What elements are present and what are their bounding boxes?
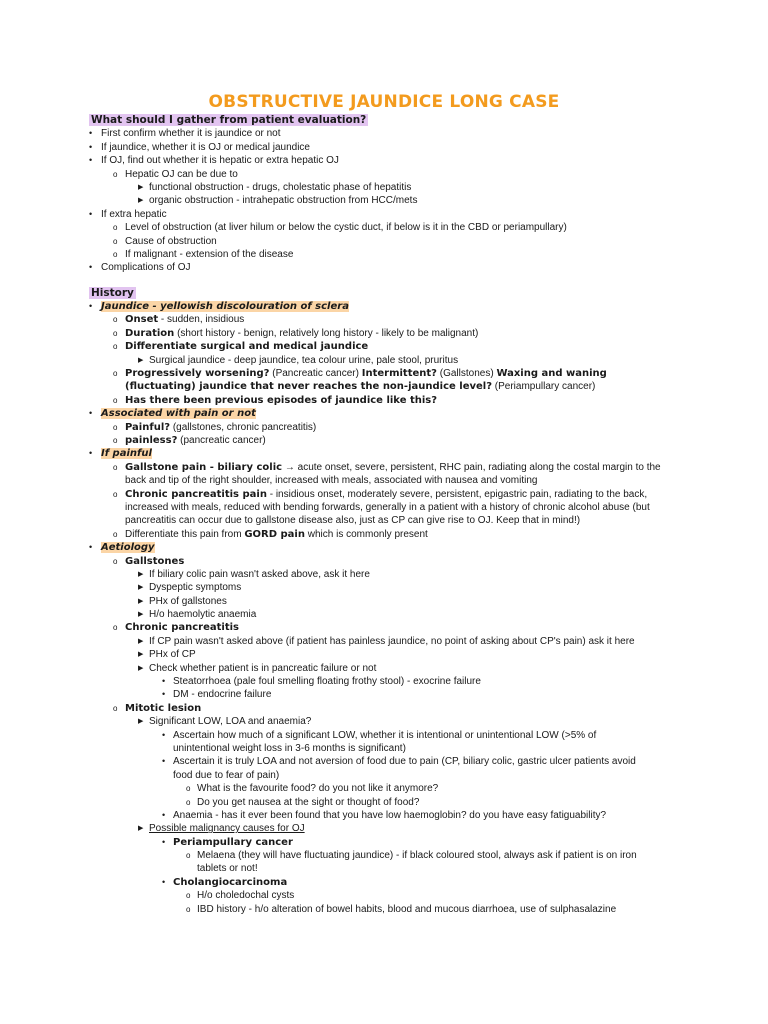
bullet-circle-icon: o: [113, 489, 118, 499]
list-item: ▶ organic obstruction - intrahepatic obstruction from HCC/mets: [138, 195, 418, 207]
bullet-circle-icon: o: [113, 369, 118, 379]
list-item-continuation: (fluctuating) jaundice that never reaches the non-jaundice level? (Periampullary cancer): [125, 381, 596, 393]
list-item: • First confirm whether it is jaundice or not: [89, 128, 281, 140]
list-item: • Associated with pain or not: [89, 408, 256, 420]
list-item: ▶ PHx of CP: [138, 649, 196, 661]
list-item: o What is the favourite food? do you not like it anymore?: [186, 783, 439, 795]
bullet-disc-icon: •: [89, 208, 93, 219]
list-item: o Chronic pancreatitis: [113, 622, 239, 634]
bullet-circle-icon: o: [113, 328, 118, 338]
bullet-disc-icon: •: [89, 301, 93, 312]
bullet-circle-icon: o: [113, 422, 118, 432]
list-item: • If OJ, find out whether it is hepatic or extra hepatic OJ: [89, 155, 339, 167]
bullet-arrow-icon: ▶: [138, 183, 144, 191]
list-item: • Cholangiocarcinoma: [162, 876, 288, 888]
list-item: o Differentiate surgical and medical jaundice: [113, 341, 369, 353]
bullet-circle-icon: o: [186, 797, 191, 807]
bullet-circle-icon: o: [113, 529, 118, 539]
bullet-circle-icon: o: [113, 223, 118, 233]
list-item: ▶ If biliary colic pain wasn't asked above, ask it here: [138, 568, 370, 580]
list-item: o If malignant - extension of the disease: [113, 248, 294, 260]
bullet-circle-icon: o: [113, 623, 118, 633]
bullet-circle-icon: o: [113, 342, 118, 352]
bullet-circle-icon: o: [186, 851, 191, 861]
bullet-circle-icon: o: [113, 169, 118, 179]
list-item-continuation: food due to fear of pain): [173, 769, 280, 781]
bullet-circle-icon: o: [113, 703, 118, 713]
bullet-circle-icon: o: [113, 236, 118, 246]
list-item: • Periampullary cancer: [162, 836, 293, 848]
bullet-disc-icon: •: [89, 128, 93, 139]
list-item-continuation: unintentional weight loss in 3-6 months is significant): [173, 742, 406, 754]
list-item: • Aetiology: [89, 542, 155, 554]
section-heading: History: [91, 286, 134, 299]
list-item: ▶ Check whether patient is in pancreatic failure or not: [138, 662, 377, 674]
list-item: • Ascertain how much of a significant LOW, whether it is intentional or unintentional LOW (>5% of: [162, 729, 597, 741]
bullet-arrow-icon: ▶: [138, 584, 144, 592]
list-item: • If painful: [89, 448, 152, 460]
list-item: ▶ functional obstruction - drugs, cholestatic phase of hepatitis: [138, 181, 412, 193]
document-body: [89, 114, 689, 916]
list-item: o Do you get nausea at the sight or thought of food?: [186, 796, 420, 808]
list-item: o Differentiate this pain from GORD pain which is commonly present: [113, 528, 428, 540]
list-item: • If jaundice, whether it is OJ or medical jaundice: [89, 141, 310, 153]
list-item: o Cause of obstruction: [113, 235, 217, 247]
bullet-disc-icon: •: [162, 729, 166, 740]
list-item: ▶ Significant LOW, LOA and anaemia?: [138, 716, 312, 728]
bullet-disc-icon: •: [162, 836, 166, 847]
bullet-arrow-icon: ▶: [138, 718, 144, 726]
list-item: o Gallstones: [113, 555, 185, 567]
list-item: • Jaundice - yellowish discolouration of sclera: [89, 301, 349, 313]
list-item: • If extra hepatic: [89, 208, 167, 220]
bullet-disc-icon: •: [162, 676, 166, 687]
list-item: o Melaena (they will have fluctuating jaundice) - if black coloured stool, always ask if patient is on iron: [186, 850, 637, 862]
list-item: • DM - endocrine failure: [162, 689, 272, 701]
list-item: o Gallstone pain - biliary colic → acute onset, severe, persistent, RHC pain, radiating along the costal margin to the: [113, 461, 661, 473]
list-item: o IBD history - h/o alteration of bowel habits, blood and mucous diarrhoea, use of sulphasalazine: [186, 903, 617, 915]
bullet-circle-icon: o: [113, 435, 118, 445]
list-item: • Complications of OJ: [89, 262, 191, 274]
bullet-circle-icon: o: [186, 891, 191, 901]
list-item: • Ascertain it is truly LOA and not aversion of food due to pain (CP, biliary colic, gastric ulcer patients avoid: [162, 756, 636, 768]
bullet-disc-icon: •: [89, 408, 93, 419]
list-item: o Progressively worsening? (Pancreatic cancer) Intermittent? (Gallstones) Waxing and waning: [113, 368, 607, 380]
list-item: • Steatorrhoea (pale foul smelling floating frothy stool) - exocrine failure: [162, 676, 481, 688]
bullet-arrow-icon: ▶: [138, 664, 144, 672]
list-item: o Chronic pancreatitis pain - insidious onset, moderately severe, persistent, epigastric pain, radiating to the back,: [113, 488, 648, 500]
list-item: ▶ Possible malignancy causes for OJ: [138, 823, 305, 835]
bullet-arrow-icon: ▶: [138, 825, 144, 833]
bullet-disc-icon: •: [89, 262, 93, 273]
bullet-arrow-icon: ▶: [138, 197, 144, 205]
list-item: ▶ Dyspeptic symptoms: [138, 582, 242, 594]
bullet-circle-icon: o: [113, 315, 118, 325]
list-item: ▶ H/o haemolytic anaemia: [138, 609, 257, 621]
list-item: o Has there been previous episodes of jaundice like this?: [113, 394, 438, 406]
list-item: ▶ Surgical jaundice - deep jaundice, tea colour urine, pale stool, pruritus: [138, 354, 459, 366]
bullet-disc-icon: •: [89, 141, 93, 152]
bullet-arrow-icon: ▶: [138, 637, 144, 645]
list-item: o H/o choledochal cysts: [186, 890, 295, 902]
bullet-arrow-icon: ▶: [138, 651, 144, 659]
list-item: o Duration (short history - benign, relatively long history - likely to be malignant): [113, 327, 479, 339]
bullet-disc-icon: •: [89, 155, 93, 166]
list-item: o Onset - sudden, insidious: [113, 314, 245, 326]
page-title: OBSTRUCTIVE JAUNDICE LONG CASE: [208, 92, 560, 112]
list-item: o Hepatic OJ can be due to: [113, 168, 238, 180]
list-item-continuation: increased with meals, reduced with bending forwards, generally in a patient with a history of chronic alcohol abuse (but: [125, 501, 650, 513]
bullet-disc-icon: •: [162, 756, 166, 767]
bullet-arrow-icon: ▶: [138, 570, 144, 578]
bullet-circle-icon: o: [113, 395, 118, 405]
list-item: o painless? (pancreatic cancer): [113, 434, 266, 446]
list-item: o Mitotic lesion: [113, 702, 202, 714]
bullet-disc-icon: •: [89, 448, 93, 459]
list-item: ▶ PHx of gallstones: [138, 595, 227, 607]
list-item: o Level of obstruction (at liver hilum or below the cystic duct, if below is it in the CBD or periampullary): [113, 222, 567, 234]
bullet-circle-icon: o: [186, 784, 191, 794]
bullet-circle-icon: o: [113, 462, 118, 472]
bullet-circle-icon: o: [113, 556, 118, 566]
bullet-disc-icon: •: [89, 542, 93, 553]
list-item: ▶ If CP pain wasn't asked above (if patient has painless jaundice, no point of asking about CP's pain) ask it here: [138, 635, 635, 647]
list-item-continuation: back and tip of the right shoulder, increased with meals, associated with nausea and vomiting: [125, 475, 538, 487]
bullet-disc-icon: •: [162, 809, 166, 820]
list-item-continuation: tablets or not!: [197, 863, 258, 875]
list-item: o Painful? (gallstones, chronic pancreatitis): [113, 421, 317, 433]
bullet-disc-icon: •: [162, 689, 166, 700]
bullet-arrow-icon: ▶: [138, 611, 144, 619]
bullet-circle-icon: o: [186, 904, 191, 914]
list-item: • Anaemia - has it ever been found that you have low haemoglobin? do you have easy fatiguability?: [162, 809, 607, 821]
section-heading: What should I gather from patient evaluation?: [91, 114, 367, 126]
bullet-arrow-icon: ▶: [138, 597, 144, 605]
bullet-arrow-icon: ▶: [138, 356, 144, 364]
bullet-disc-icon: •: [162, 876, 166, 887]
list-item-continuation: pancreatitis can occur due to gallstone disease also, just as CP can give rise to OJ. Keep that in mind!): [125, 515, 581, 527]
bullet-circle-icon: o: [113, 249, 118, 259]
